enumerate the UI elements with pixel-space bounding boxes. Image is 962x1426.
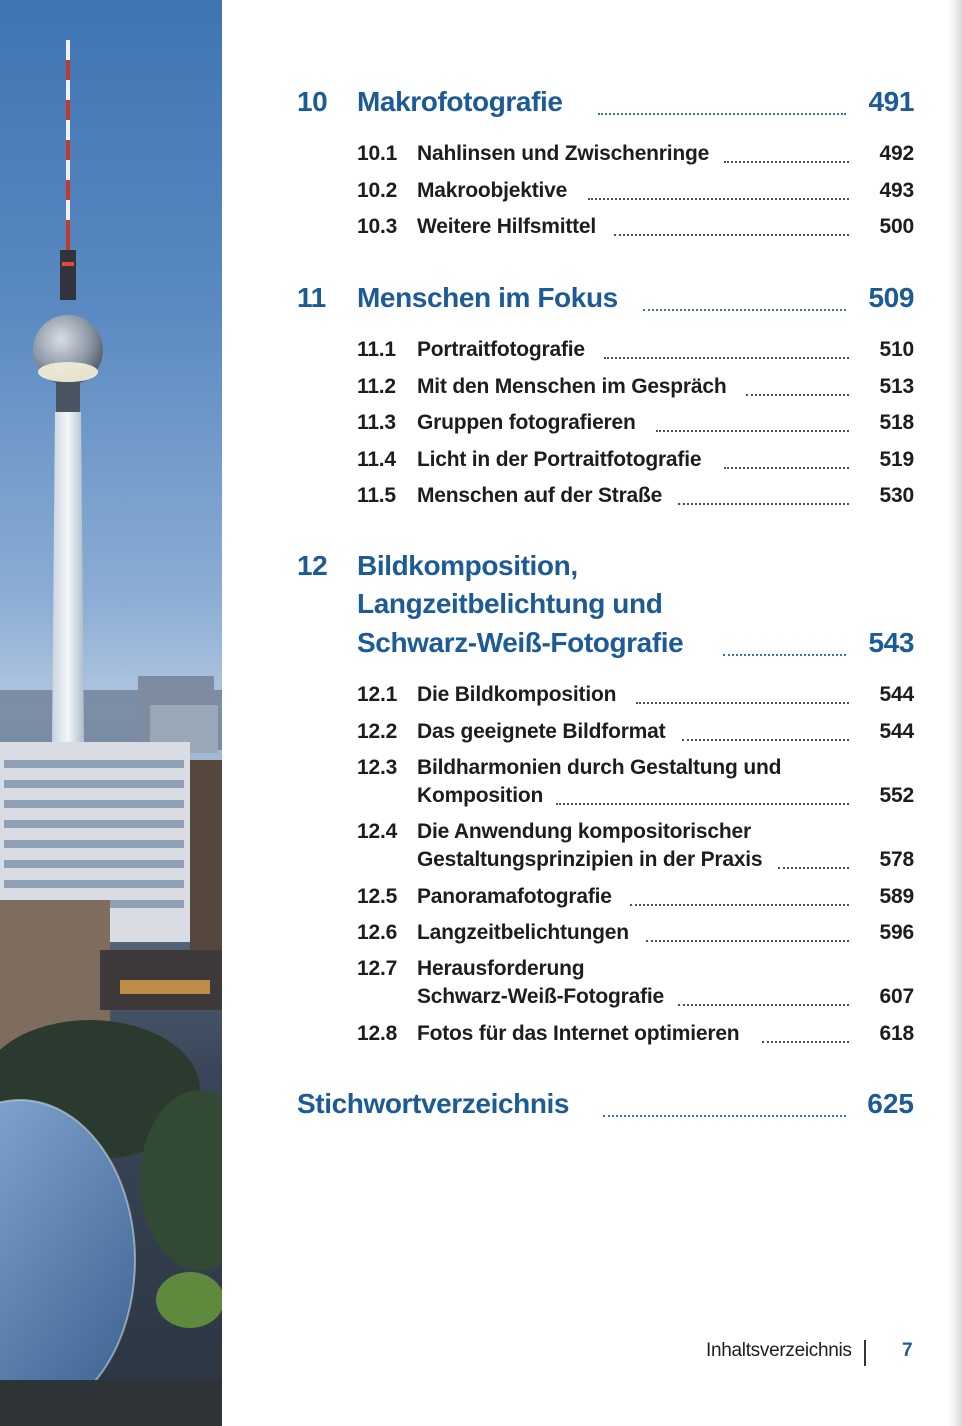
section-title: Fotos für das Internet optimieren (417, 1022, 740, 1045)
chapter-number: 11 (297, 282, 326, 313)
chapter-page: 491 (868, 86, 914, 117)
section-title-line-1: Herausforderung (417, 957, 585, 980)
section-page: 518 (879, 411, 914, 434)
dot-leader (724, 467, 849, 469)
section-12-7-row[interactable] (0, 957, 962, 1017)
section-page: 530 (879, 484, 914, 507)
dot-leader (682, 739, 849, 741)
section-page: 544 (879, 720, 914, 743)
footer-separator (864, 1340, 866, 1366)
section-title-line-2: Gestaltungsprinzipien in der Praxis (417, 848, 763, 871)
section-page: 578 (879, 848, 914, 871)
section-page: 589 (879, 885, 914, 908)
dot-leader (598, 113, 846, 115)
dot-leader (746, 394, 849, 396)
dot-leader (678, 1004, 849, 1006)
chapter-title-line-3: Schwarz-Weiß-Fotografie (357, 627, 684, 658)
section-title: Makroobjektive (417, 179, 568, 202)
section-page: 493 (879, 179, 914, 202)
section-title-line-2: Komposition (417, 784, 544, 807)
section-number: 12.5 (357, 885, 398, 908)
section-page: 607 (879, 985, 914, 1008)
section-title: Die Bildkomposition (417, 683, 617, 706)
section-number: 10.3 (357, 215, 398, 238)
dot-leader (724, 161, 849, 163)
section-number: 12.3 (357, 756, 398, 779)
dot-leader (630, 904, 849, 906)
section-title: Das geeignete Bildformat (417, 720, 666, 743)
section-number: 12.4 (357, 820, 398, 843)
dot-leader (556, 803, 849, 805)
chapter-title-line-2: Langzeitbelichtung und (357, 588, 663, 619)
section-number: 11.3 (357, 411, 396, 434)
dot-leader (678, 503, 849, 505)
section-number: 11.4 (357, 448, 396, 471)
index-page: 625 (867, 1088, 914, 1119)
index-title: Stichwortverzeichnis (297, 1088, 570, 1119)
section-title: Weitere Hilfsmittel (417, 215, 597, 238)
dot-leader (723, 654, 846, 656)
section-page: 544 (879, 683, 914, 706)
chapter-title: Menschen im Fokus (357, 282, 618, 313)
dot-leader (636, 702, 849, 704)
section-title-line-2: Schwarz-Weiß-Fotografie (417, 985, 665, 1008)
section-title: Langzeitbelichtungen (417, 921, 629, 944)
dot-leader (604, 357, 849, 359)
section-number: 12.6 (357, 921, 398, 944)
section-page: 596 (879, 921, 914, 944)
section-number: 12.8 (357, 1022, 398, 1045)
dot-leader (614, 234, 849, 236)
section-12-3-row[interactable] (0, 756, 962, 816)
section-number: 11.5 (357, 484, 396, 507)
section-title-line-1: Bildharmonien durch Gestaltung und (417, 756, 782, 779)
section-number: 12.2 (357, 720, 398, 743)
section-title: Mit den Menschen im Gespräch (417, 375, 727, 398)
dot-leader (646, 940, 849, 942)
chapter-number: 10 (297, 86, 328, 117)
section-title: Gruppen fotografieren (417, 411, 636, 434)
section-page: 519 (879, 448, 914, 471)
dot-leader (656, 430, 849, 432)
section-title: Panoramafotografie (417, 885, 612, 908)
chapter-title: Makrofotografie (357, 86, 563, 117)
chapter-12-row[interactable] (0, 550, 962, 670)
section-title: Licht in der Portraitfotografie (417, 448, 702, 471)
section-page: 492 (879, 142, 914, 165)
section-title-line-1: Die Anwendung kompositorischer (417, 820, 751, 843)
chapter-page: 543 (868, 627, 914, 658)
dot-leader (643, 309, 846, 311)
page-number: 7 (902, 1340, 913, 1361)
section-title: Portraitfotografie (417, 338, 585, 361)
section-12-4-row[interactable] (0, 820, 962, 880)
section-number: 11.1 (357, 338, 396, 361)
dot-leader (588, 198, 849, 200)
section-number: 12.1 (357, 683, 398, 706)
running-footer-label: Inhaltsverzeichnis (706, 1340, 852, 1361)
section-number: 10.2 (357, 179, 398, 202)
section-title: Menschen auf der Straße (417, 484, 663, 507)
section-page: 513 (879, 375, 914, 398)
dot-leader (603, 1115, 846, 1117)
section-page: 510 (879, 338, 914, 361)
section-number: 11.2 (357, 375, 396, 398)
dot-leader (762, 1041, 849, 1043)
section-page: 618 (879, 1022, 914, 1045)
section-number: 12.7 (357, 957, 398, 980)
section-title: Nahlinsen und Zwischenringe (417, 142, 710, 165)
section-number: 10.1 (357, 142, 398, 165)
chapter-page: 509 (868, 282, 914, 313)
section-page: 552 (879, 784, 914, 807)
chapter-number: 12 (297, 550, 328, 581)
dot-leader (778, 867, 849, 869)
section-page: 500 (879, 215, 914, 238)
chapter-title-line-1: Bildkomposition, (357, 550, 578, 581)
